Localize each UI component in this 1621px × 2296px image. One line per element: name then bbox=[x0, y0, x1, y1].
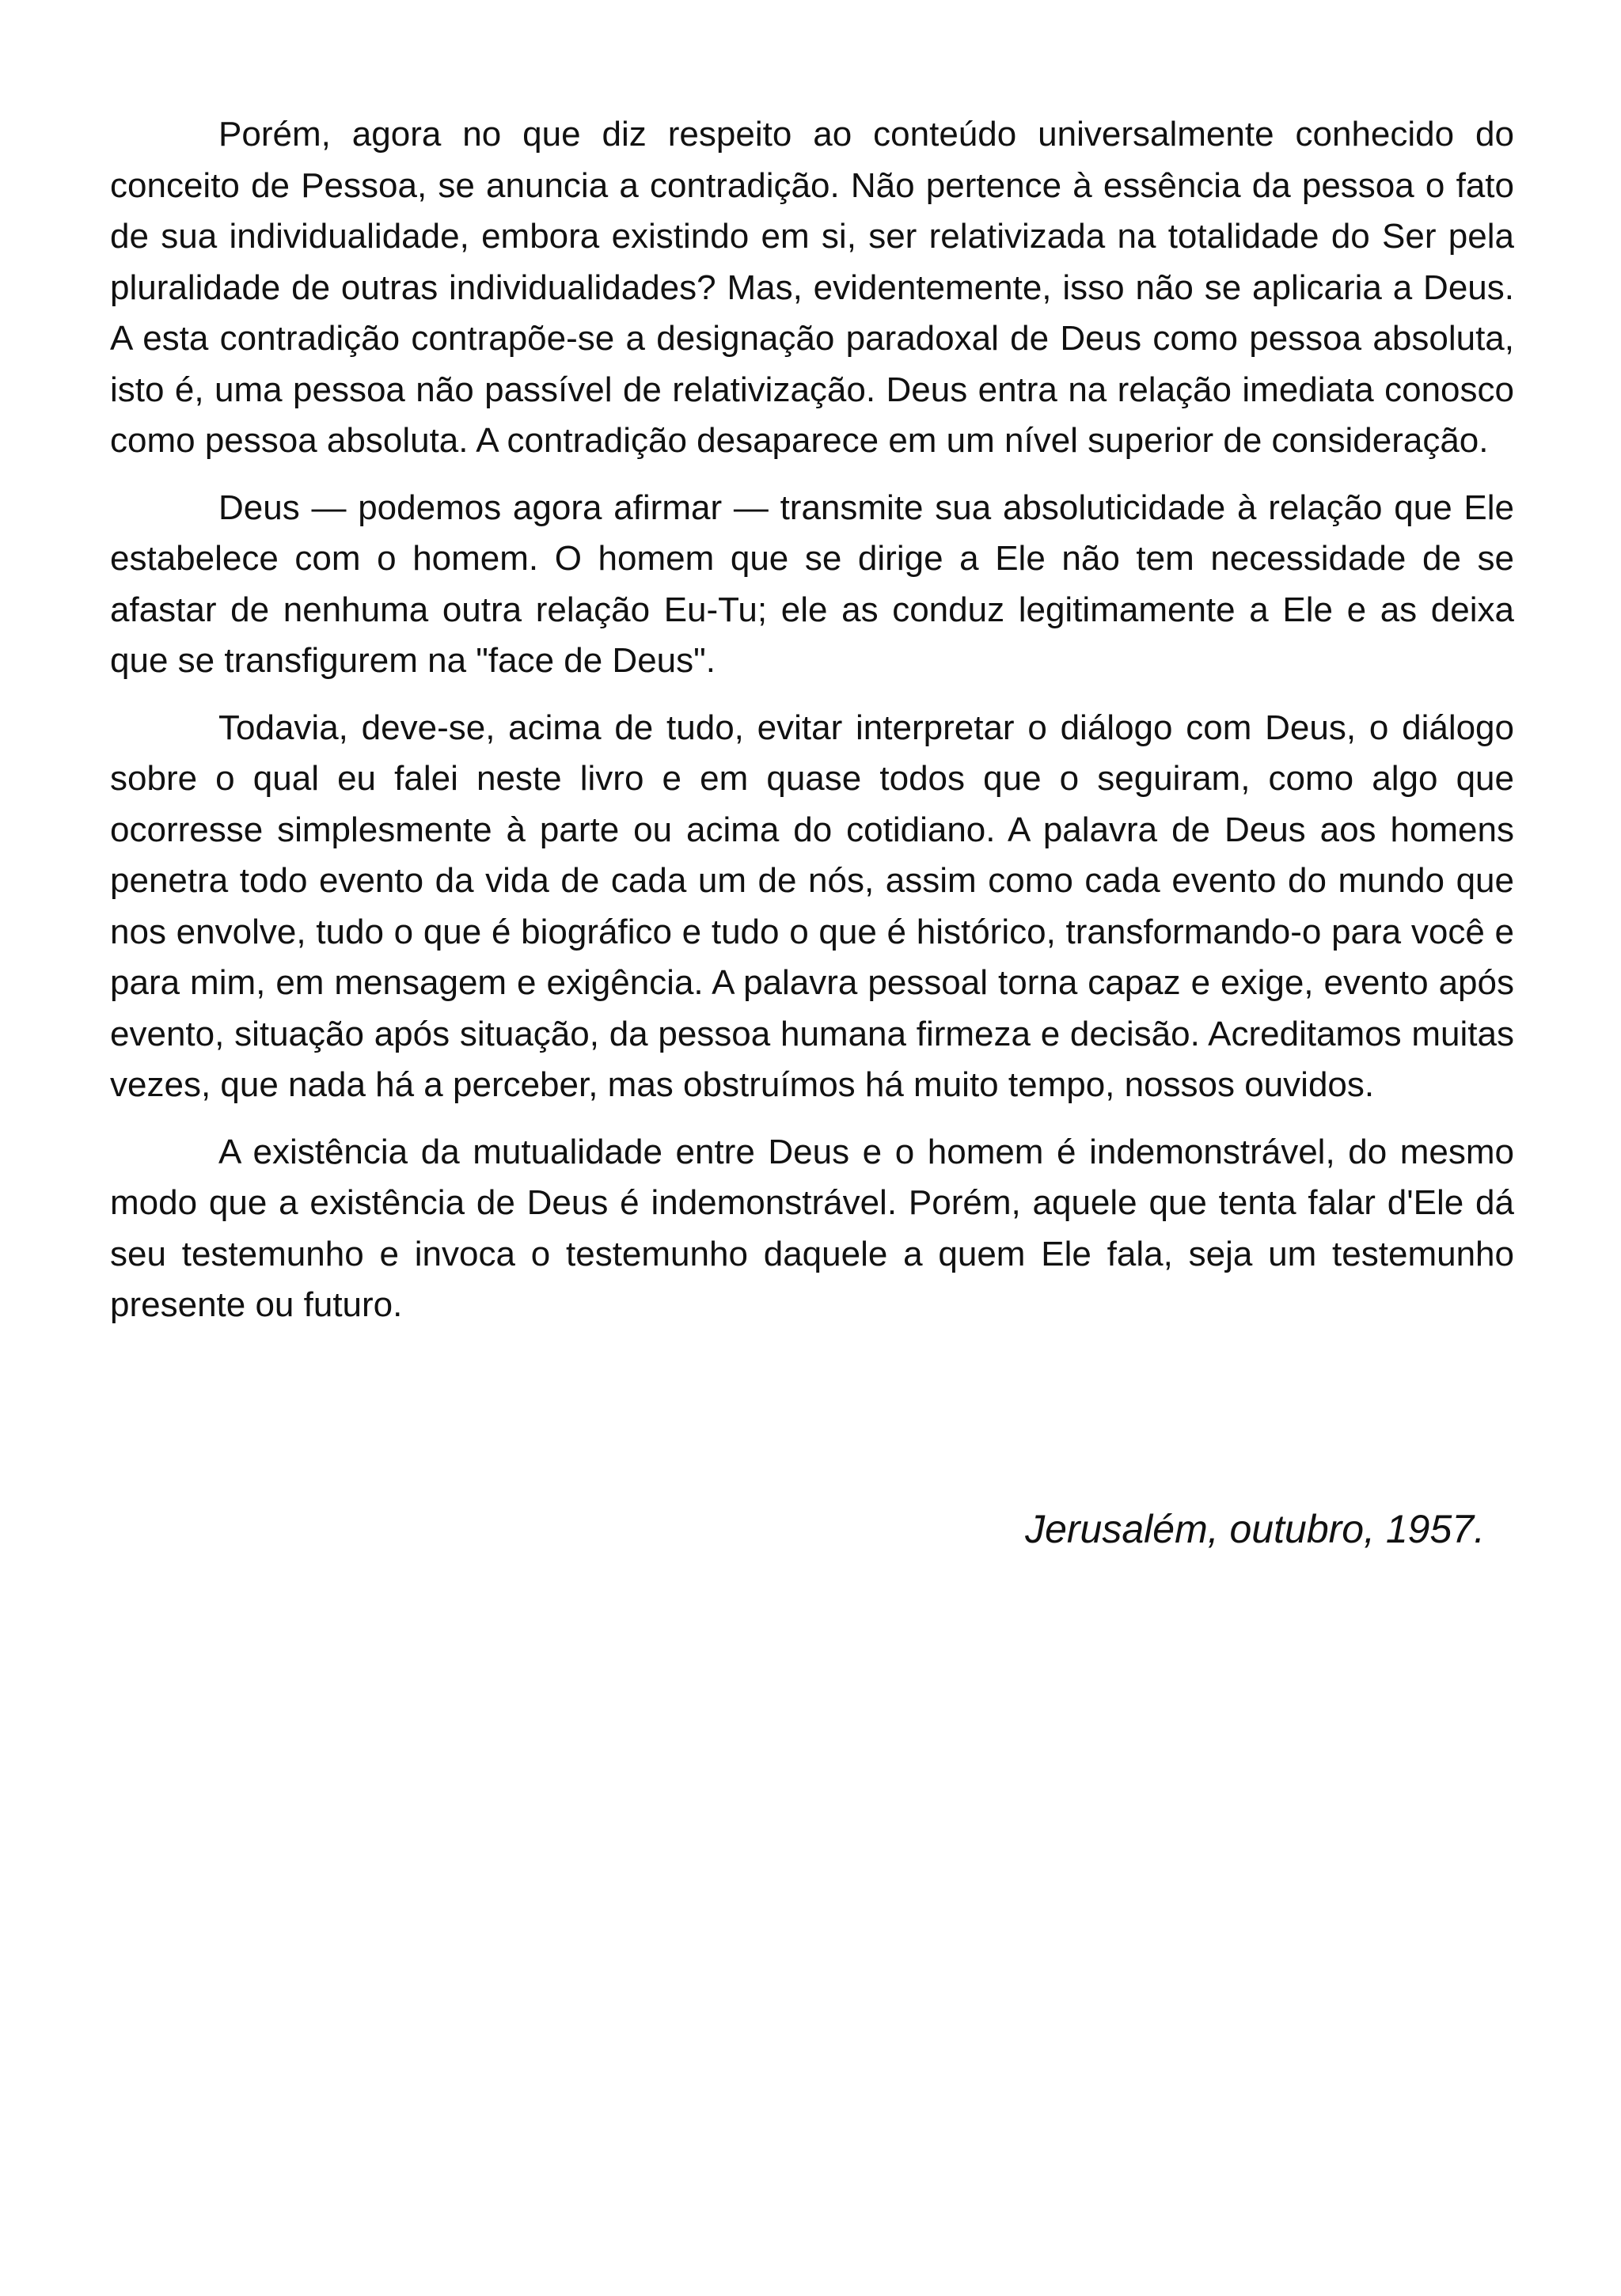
paragraph-2: Deus — podemos agora afirmar — transmite sua absoluticidade à relação que Ele estabelece com o homem. O homem que se dirige a Ele não tem necessidade de se afastar de nenhuma outra relação Eu-Tu; ele as conduz legitimamente a Ele e as deixa que se transfigurem na "face de Deus". bbox=[110, 488, 1514, 680]
document-body bbox=[110, 109, 1514, 1347]
paragraph-3: Todavia, deve-se, acima de tudo, evitar interpretar o diálogo com Deus, o diálogo sobre o qual eu falei neste livro e em quase todos que o seguiram, como algo que ocorresse simplesmente à parte ou acima do cotidiano. A palavra de Deus aos homens penetra todo evento da vida de cada um de nós, assim como cada evento do mundo que nos envolve, tudo o que é biográfico e tudo o que é histórico, transformando-o para você e para mim, em mensagem e exigência. A palavra pessoal torna capaz e exige, evento após evento, situação após situação, da pessoa humana firmeza e decisão. Acreditamos muitas vezes, que nada há a perceber, mas obstruímos há muito tempo, nossos ouvidos. bbox=[110, 708, 1514, 1104]
place-date-signature: Jerusalém, outubro, 1957. bbox=[1025, 1507, 1485, 1551]
paragraph-4: A existência da mutualidade entre Deus e o homem é indemonstrável, do mesmo modo que a existência de Deus é indemonstrável. Porém, aquele que tenta falar d'Ele dá seu testemunho e invoca o testemunho daquele a quem Ele fala, seja um testemunho presente ou futuro. bbox=[110, 1132, 1514, 1324]
paragraph-1: Porém, agora no que diz respeito ao conteúdo universalmente conhecido do conceito de Pessoa, se anuncia a contradição. Não pertence à essência da pessoa o fato de sua individualidade, embora existindo em si, ser relativizada na totalidade do Ser pela pluralidade de outras individualidades? Mas, evidentemente, isso não se aplicaria a Deus. A esta contradição contrapõe-se a designação paradoxal de Deus como pessoa absoluta, isto é, uma pessoa não passível de relativização. Deus entra na relação imediata conosco como pessoa absoluta. A contradição desaparece em um nível superior de consideração. bbox=[110, 115, 1514, 460]
